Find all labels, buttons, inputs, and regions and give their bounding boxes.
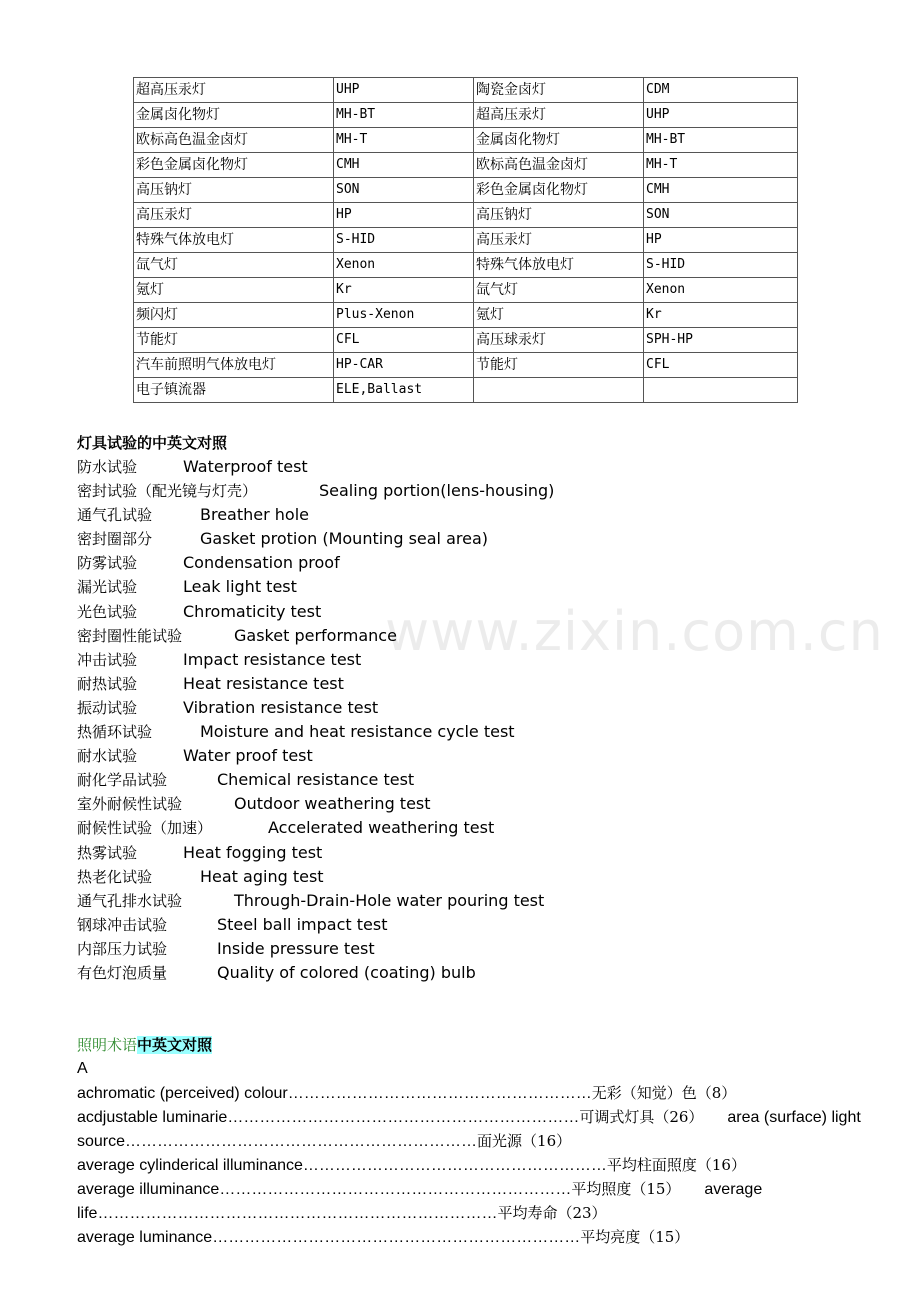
test-english-name: Chromaticity test	[183, 601, 322, 621]
test-item	[77, 816, 897, 840]
lamp-name-cell: 高压汞灯	[474, 228, 644, 253]
glossary-entry	[77, 1225, 877, 1249]
test-section-title: 灯具试验的中英文对照	[77, 434, 228, 452]
test-english-name: Sealing portion(lens-housing)	[319, 481, 555, 501]
test-chinese-name: 耐候性试验（加速）	[77, 819, 213, 838]
glossary-term-english: average cylinderical illuminance	[77, 1157, 303, 1174]
test-chinese-name: 防雾试验	[77, 554, 138, 573]
test-chinese-name: 振动试验	[77, 698, 138, 717]
glossary-entry	[77, 1201, 877, 1225]
table-row	[134, 203, 798, 228]
lamp-name-cell: 高压钠灯	[134, 178, 334, 203]
lamp-abbreviation-table	[133, 77, 798, 403]
glossary-leader-dots: …………………………………………………………	[227, 1109, 580, 1126]
lamp-name-cell: 电子镇流器	[134, 378, 334, 403]
test-english-name: Gasket protion (Mounting seal area)	[200, 529, 488, 549]
test-item	[77, 792, 897, 816]
test-english-name: Heat aging test	[200, 866, 324, 886]
test-item	[77, 503, 897, 527]
lamp-name-cell: 节能灯	[134, 328, 334, 353]
lamp-name-cell: 汽车前照明气体放电灯	[134, 353, 334, 378]
lamp-code-cell: Xenon	[644, 278, 798, 303]
test-chinese-name: 耐热试验	[77, 674, 138, 693]
test-english-name: Through-Drain-Hole water pouring test	[234, 890, 545, 910]
test-english-name: Moisture and heat resistance cycle test	[200, 722, 515, 742]
lamp-code-cell: MH-BT	[334, 103, 474, 128]
test-chinese-name: 内部压力试验	[77, 939, 168, 958]
lamp-name-cell: 节能灯	[474, 353, 644, 378]
test-item	[77, 937, 897, 961]
test-english-name: Water proof test	[183, 746, 313, 766]
glossary-term-chinese: 平均寿命（23）	[497, 1204, 607, 1222]
lamp-test-section	[77, 431, 897, 985]
table-row	[134, 378, 798, 403]
lamp-name-cell: 高压球汞灯	[474, 328, 644, 353]
test-chinese-name: 光色试验	[77, 602, 138, 621]
glossary-leader-dots: …………………………………………………	[287, 1085, 592, 1102]
test-item	[77, 575, 897, 599]
test-chinese-name: 冲击试验	[77, 650, 138, 669]
glossary-term-chinese: 平均柱面照度（16）	[606, 1156, 746, 1174]
glossary-term-chinese: 平均亮度（15）	[580, 1228, 690, 1246]
test-chinese-name: 热雾试验	[77, 843, 138, 862]
test-item	[77, 527, 897, 551]
glossary-letter-heading: A	[77, 1060, 88, 1077]
test-chinese-name: 有色灯泡质量	[77, 963, 168, 982]
glossary-leader-dots: …………………………………………………………	[125, 1133, 478, 1150]
lamp-code-cell: SON	[644, 203, 798, 228]
lamp-code-cell: CDM	[644, 78, 798, 103]
test-item	[77, 841, 897, 865]
lamp-code-cell: HP-CAR	[334, 353, 474, 378]
test-english-name: Steel ball impact test	[217, 914, 388, 934]
glossary-term-continuation: average	[704, 1181, 763, 1198]
lamp-code-cell: HP	[644, 228, 798, 253]
table-row	[134, 353, 798, 378]
test-item	[77, 865, 897, 889]
test-english-name: Condensation proof	[183, 553, 340, 573]
test-chinese-name: 热老化试验	[77, 867, 153, 886]
glossary-entry	[77, 1153, 877, 1177]
lamp-name-cell: 高压钠灯	[474, 203, 644, 228]
glossary-leader-dots: …………………………………………………………………	[97, 1205, 498, 1222]
test-chinese-name: 密封圈部分	[77, 530, 153, 549]
table-row	[134, 153, 798, 178]
lamp-code-cell: SON	[334, 178, 474, 203]
lamp-name-cell: 陶瓷金卤灯	[474, 78, 644, 103]
test-chinese-name: 室外耐候性试验	[77, 795, 183, 814]
lamp-name-cell: 氪灯	[474, 303, 644, 328]
watermark: www.zixin.com.cn	[385, 600, 884, 663]
lamp-name-cell: 欧标高色温金卤灯	[474, 153, 644, 178]
lamp-name-cell: 彩色金属卤化物灯	[474, 178, 644, 203]
test-english-name: Heat fogging test	[183, 842, 323, 862]
glossary-term-chinese: 可调式灯具（26）	[579, 1108, 704, 1126]
lamp-code-cell: UHP	[334, 78, 474, 103]
lamp-name-cell: 特殊气体放电灯	[474, 253, 644, 278]
glossary-entry	[77, 1081, 877, 1105]
glossary-term-english: average luminance	[77, 1229, 213, 1246]
test-chinese-name: 密封试验（配光镜与灯壳）	[77, 482, 258, 501]
test-item	[77, 913, 897, 937]
lamp-code-cell: Kr	[334, 278, 474, 303]
glossary-term-english: achromatic (perceived) colour	[77, 1085, 288, 1102]
table-row	[134, 278, 798, 303]
glossary-leader-dots: …………………………………………………	[302, 1157, 607, 1174]
table-row	[134, 253, 798, 278]
glossary-term-continuation: area (surface) light	[727, 1109, 861, 1126]
test-english-name: Impact resistance test	[183, 649, 362, 669]
test-chinese-name: 耐水试验	[77, 747, 138, 766]
lamp-name-cell: 超高压汞灯	[134, 78, 334, 103]
lamp-code-cell: Kr	[644, 303, 798, 328]
test-english-name: Accelerated weathering test	[268, 818, 495, 838]
test-item	[77, 479, 897, 503]
lamp-code-cell: CMH	[334, 153, 474, 178]
glossary-term-chinese: 面光源（16）	[477, 1132, 572, 1150]
test-item	[77, 889, 897, 913]
table-row	[134, 103, 798, 128]
test-item	[77, 961, 897, 985]
lamp-code-cell: Xenon	[334, 253, 474, 278]
table-row	[134, 328, 798, 353]
lighting-glossary	[77, 1033, 877, 1249]
test-item	[77, 672, 897, 696]
glossary-leader-dots: ……………………………………………………………	[212, 1229, 581, 1246]
lamp-name-cell: 特殊气体放电灯	[134, 228, 334, 253]
glossary-leader-dots: …………………………………………………………	[219, 1181, 572, 1198]
lamp-name-cell: 高压汞灯	[134, 203, 334, 228]
glossary-term-chinese: 平均照度（15）	[571, 1180, 681, 1198]
test-item	[77, 600, 897, 624]
lamp-code-cell: S-HID	[644, 253, 798, 278]
test-item	[77, 744, 897, 768]
lamp-table-body	[134, 78, 798, 403]
lamp-code-cell: SPH-HP	[644, 328, 798, 353]
test-english-name: Heat resistance test	[183, 673, 344, 693]
lamp-name-cell: 金属卤化物灯	[134, 103, 334, 128]
glossary-term-english: source	[77, 1133, 126, 1150]
lamp-code-cell: UHP	[644, 103, 798, 128]
test-english-name: Inside pressure test	[217, 938, 375, 958]
test-item	[77, 624, 897, 648]
lamp-name-cell: 氪灯	[134, 278, 334, 303]
test-item	[77, 551, 897, 575]
test-english-name: Breather hole	[200, 505, 309, 525]
lamp-code-cell: CFL	[334, 328, 474, 353]
lamp-name-cell: 频闪灯	[134, 303, 334, 328]
table-row	[134, 303, 798, 328]
table-row	[134, 128, 798, 153]
glossary-entry	[77, 1177, 877, 1201]
lamp-name-cell: 金属卤化物灯	[474, 128, 644, 153]
glossary-entry	[77, 1129, 877, 1153]
test-item	[77, 455, 897, 479]
lamp-code-cell: MH-BT	[644, 128, 798, 153]
test-chinese-name: 通气孔试验	[77, 506, 153, 525]
test-english-name: Outdoor weathering test	[234, 794, 431, 814]
lamp-code-cell: ELE,Ballast	[334, 378, 474, 403]
lamp-code-cell: S-HID	[334, 228, 474, 253]
lamp-name-cell: 氙气灯	[134, 253, 334, 278]
test-english-name: Waterproof test	[183, 457, 308, 476]
test-chinese-name: 钢球冲击试验	[77, 915, 168, 934]
glossary-title	[77, 1033, 877, 1057]
test-chinese-name: 通气孔排水试验	[77, 891, 183, 910]
lamp-code-cell	[644, 378, 798, 403]
lamp-code-cell: CMH	[644, 178, 798, 203]
test-english-name: Chemical resistance test	[217, 770, 415, 790]
glossary-title-part2: 中英文对照	[137, 1036, 213, 1054]
lamp-name-cell: 超高压汞灯	[474, 103, 644, 128]
test-item	[77, 696, 897, 720]
test-item	[77, 768, 897, 792]
glossary-entries	[77, 1081, 877, 1249]
lamp-code-cell: Plus-Xenon	[334, 303, 474, 328]
test-chinese-name: 耐化学品试验	[77, 771, 168, 790]
test-chinese-name: 热循环试验	[77, 723, 153, 742]
test-chinese-name: 防水试验	[77, 458, 138, 476]
test-english-name: Gasket performance	[234, 625, 397, 645]
test-chinese-name: 密封圈性能试验	[77, 626, 183, 645]
lamp-name-cell: 氙气灯	[474, 278, 644, 303]
test-english-name: Vibration resistance test	[183, 697, 379, 717]
glossary-term-english: acdjustable luminarie	[77, 1109, 228, 1126]
glossary-entry	[77, 1105, 877, 1129]
lamp-code-cell: MH-T	[644, 153, 798, 178]
glossary-term-english: life	[77, 1205, 98, 1222]
table-row	[134, 78, 798, 103]
test-english-name: Leak light test	[183, 577, 297, 597]
test-chinese-name: 漏光试验	[77, 578, 138, 597]
lamp-name-cell	[474, 378, 644, 403]
table-row	[134, 178, 798, 203]
lamp-code-cell: HP	[334, 203, 474, 228]
test-english-name: Quality of colored (coating) bulb	[217, 962, 476, 982]
table-row	[134, 228, 798, 253]
glossary-title-part1: 照明术语	[77, 1036, 138, 1054]
lamp-code-cell: MH-T	[334, 128, 474, 153]
test-item	[77, 648, 897, 672]
lamp-name-cell: 欧标高色温金卤灯	[134, 128, 334, 153]
test-item	[77, 720, 897, 744]
lamp-name-cell: 彩色金属卤化物灯	[134, 153, 334, 178]
lamp-code-cell: CFL	[644, 353, 798, 378]
glossary-term-english: average illuminance	[77, 1181, 220, 1198]
glossary-term-chinese: 无彩（知觉）色（8）	[591, 1084, 737, 1102]
test-list	[77, 455, 897, 985]
